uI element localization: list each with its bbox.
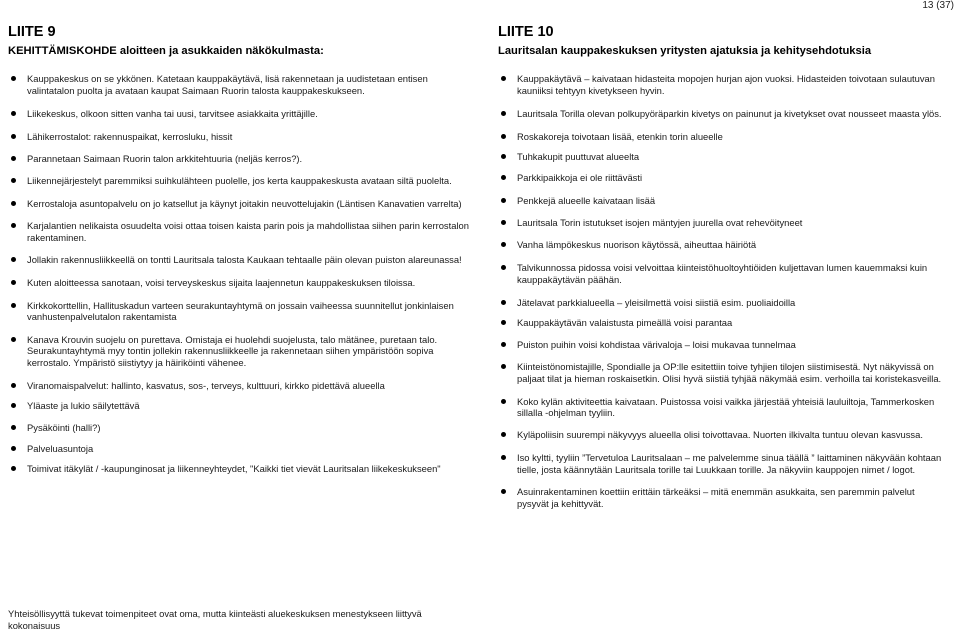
bullet-icon: [11, 134, 16, 139]
bullet-icon: [501, 242, 506, 247]
page-number: 13 (37): [922, 0, 954, 11]
appendix-9-list-item-text: Jollakin rakennusliikkeellä on tontti Lauritsala talosta Kaukaan tehtaalle päin olevan puiston alareunassa!: [27, 254, 462, 266]
appendix-10-list-item: [498, 262, 946, 285]
appendix-9-list: [8, 73, 470, 474]
appendix-9-list-item-text: Lähikerrostalot: rakennuspaikat, kerrosluku, hissit: [27, 130, 233, 142]
bullet-icon: [11, 303, 16, 308]
appendix-9-list-item: [8, 108, 470, 120]
appendix-10-list-item-text: Koko kylän aktiviteettia kaivataan. Puistossa voisi vaikka järjestää yhteisiä lauluiltoja, Tammerkosken sillalla -ohjelman tyyliin.: [517, 395, 935, 419]
bullet-icon: [11, 201, 16, 206]
bullet-icon: [501, 489, 506, 494]
appendix-10-list-item-text: Talvikunnossa pidossa voisi velvoittaa kiinteistöhuoltoyhtiöiden kuljettavan lumen kauemmaksi kuin kauppakäytävän päähän.: [517, 262, 928, 285]
appendix-10-list-item-text: Asuinrakentaminen koettiin erittäin tärkeäksi – mitä enemmän asukkaita, sen paremmin palvelut pysyvät ja kehittyvät.: [517, 486, 915, 510]
appendix-9-list-item-text: Parannetaan Saimaan Ruorin talon arkkitehtuuria (neljäs kerros?).: [27, 153, 303, 165]
bullet-icon: [11, 466, 16, 471]
appendix-10-list-item-text: Roskakoreja toivotaan lisää, etenkin torin alueelle: [517, 130, 723, 142]
appendix-9-list-item-text: Toimivat itäkylät / -kaupunginosat ja liikenneyhteydet, "Kaikki tiet vievät Lauritsalan liikekeskukseen": [27, 462, 441, 474]
appendix-9-list-item-text: Palveluasuntoja: [27, 443, 94, 455]
appendix-9-column: [8, 24, 470, 474]
appendix-9-list-item-text: Yläaste ja lukio säilytettävä: [27, 400, 140, 412]
bullet-icon: [11, 280, 16, 285]
appendix-10-list-item: [498, 73, 946, 96]
appendix-10-list-item-text: Vanha lämpökeskus nuorison käytössä, aiheuttaa häiriötä: [517, 238, 757, 250]
appendix-10-list-item: [498, 361, 946, 384]
appendix-10-list-item: [498, 172, 946, 184]
appendix-9-list-item: [8, 254, 470, 266]
bullet-icon: [501, 300, 506, 305]
bullet-icon: [501, 320, 506, 325]
appendix-10-list-item: [498, 131, 946, 143]
appendix-9-list-item: [8, 463, 470, 475]
bullet-icon: [11, 257, 16, 262]
bullet-icon: [11, 425, 16, 430]
bullet-icon: [501, 265, 506, 270]
appendix-9-list-item-text: Liikennejärjestelyt paremmiksi suihkulähteen puolelle, jos kerta kauppakeskusta avataan siltä puolelta.: [27, 174, 452, 186]
appendix-10-list-item-text: Parkkipaikkoja ei ole riittävästi: [517, 171, 643, 183]
appendix-9-list-item: [8, 380, 470, 392]
appendix-9-list-item: [8, 175, 470, 187]
appendix-10-list-item-text: Lauritsala Torilla olevan polkupyöräparkin kivetys on painunut ja kivetykset ovat nousseet maasta ylös.: [517, 108, 942, 120]
appendix-10-list-item: [498, 297, 946, 309]
appendix-10-list-item-text: Kyläpoliisin suurempi näkyvyys alueella olisi toivottavaa. Nuorten ilkivalta tuntuu olevan kasvussa.: [517, 428, 923, 440]
appendix-10-list-item-text: Puiston puihin voisi kohdistaa värivaloja – loisi mukavaa tunnelmaa: [517, 338, 796, 350]
appendix-10-list-item: [498, 339, 946, 351]
appendix-9-list-item-text: Kerrostaloja asuntopalvelu on jo katsellut ja käynyt joitakin neuvottelujakin (Läntisen Kanavatien varrelta): [27, 197, 462, 209]
appendix-10-list-item: [498, 239, 946, 251]
bullet-icon: [11, 446, 16, 451]
appendix-9-list-item: [8, 334, 470, 369]
bullet-icon: [501, 154, 506, 159]
bullet-icon: [501, 364, 506, 369]
appendix-10-list-item: [498, 195, 946, 207]
appendix-10-list-item-text: Kauppakäytävä – kaivataan hidasteita mopojen hurjan ajon vuoksi. Hidasteiden toivotaan sulautuvan kauniiksi tehtyyn kivetykseen hyvin.: [517, 73, 935, 96]
bullet-icon: [501, 399, 506, 404]
appendix-9-list-item-text: Viranomaispalvelut: hallinto, kasvatus, sos-, terveys, kulttuuri, kirkko pidettävä alueella: [27, 379, 385, 391]
bullet-icon: [11, 156, 16, 161]
appendix-10-title: LIITE 10: [498, 24, 554, 40]
appendix-10-list-item-text: Kauppakäytävän valaistusta pimeällä voisi parantaa: [517, 317, 733, 329]
appendix-9-list-item: [8, 277, 470, 289]
bullet-icon: [501, 76, 506, 81]
appendix-10-list-item: [498, 486, 946, 509]
bullet-icon: [501, 455, 506, 460]
appendix-10-column: [498, 24, 946, 510]
appendix-9-title: LIITE 9: [8, 24, 56, 40]
appendix-9-footer: Yhteisöllisyyttä tukevat toimenpiteet ovat oma, mutta kiinteästi aluekeskuksen menestykseen liittyvä kokonaisuus: [8, 608, 422, 631]
appendix-10-list-item: [498, 217, 946, 229]
bullet-icon: [11, 76, 16, 81]
appendix-9-subtitle: KEHITTÄMISKOHDE aloitteen ja asukkaiden näkökulmasta:: [8, 45, 324, 57]
bullet-icon: [11, 383, 16, 388]
appendix-9-list-item-text: Kuten aloitteessa sanotaan, voisi terveyskeskus sijaita laajennetun kauppakeskuksen tiloissa.: [27, 276, 416, 288]
appendix-10-list-item: [498, 108, 946, 120]
bullet-icon: [501, 134, 506, 139]
appendix-9-list-item-text: Kauppakeskus on se ykkönen. Katetaan kauppakäytävä, lisä rakennetaan ja uudistetaan entisen valintatalon puolta ja avataan kaupat Saimaan Ruorin talosta kauppakeskukseen.: [27, 73, 428, 96]
appendix-10-list-item-text: Iso kyltti, tyyliin ”Tervetuloa Lauritsalaan – me palvelemme sinua täällä ” laittaminen näkyvään kohtaan tielle, josta käännytään Lauritsala torille tai Luukkaan torille. Ja näkyviin kauppojen nimet / logot.: [517, 452, 942, 475]
appendix-9-list-item-text: Liikekeskus, olkoon sitten vanha tai uusi, tarvitsee asiakkaita yrittäjille.: [27, 108, 318, 120]
appendix-9-list-item-text: Kanava Krouvin suojelu on purettava. Omistaja ei huolehdi suojelusta, talo mätänee, puretaan talo. Seurakuntayhtymä myy tontin jollekin rakennusliikkeelle ja rakennetaan siihen ympäristöön sopiva kerrostalo. Ympäristö siistiytyy ja häiriköinti vähenee.: [27, 333, 438, 368]
appendix-9-list-item-text: Karjalantien nelikaista osuudelta voisi ottaa toisen kaista parin pois ja mahdollistaa siihen parin kerrostalon rakentaminen.: [27, 220, 469, 243]
bullet-icon: [11, 337, 16, 342]
appendix-10-list-item: [498, 317, 946, 329]
appendix-9-list-item: [8, 400, 470, 412]
bullet-icon: [501, 220, 506, 225]
bullet-icon: [501, 111, 506, 116]
bullet-icon: [11, 111, 16, 116]
appendix-9-list-item: [8, 300, 470, 323]
appendix-10-list-item-text: Tuhkakupit puuttuvat alueelta: [517, 151, 640, 163]
appendix-9-list-item: [8, 198, 470, 210]
appendix-9-list-item: [8, 153, 470, 165]
bullet-icon: [501, 198, 506, 203]
bullet-icon: [11, 178, 16, 183]
appendix-9-list-item-text: Kirkkokorttellin, Hallituskadun varteen seurakuntayhtymä on jossain vaiheessa suunnitellut jonkinlaisen vanhustenpalvelutalon rakentamista: [27, 299, 454, 323]
appendix-9-list-item: [8, 220, 470, 243]
appendix-10-list-item-text: Kiinteistönomistajille, Spondialle ja OP:lle esitettiin toive tyhjien tilojen siistimisestä. Nyt näkyvissä on paljaat tilat ja hieman roskaisetkin. Olisi hyvä siistiä tyhjää näkymää esim. verhoilla tai koristekasveilla.: [517, 361, 942, 384]
appendix-9-list-item: [8, 73, 470, 96]
appendix-10-list-item: [498, 151, 946, 163]
appendix-10-list: [498, 73, 946, 510]
bullet-icon: [11, 403, 16, 408]
appendix-10-list-item: [498, 452, 946, 475]
bullet-icon: [501, 342, 506, 347]
bullet-icon: [501, 432, 506, 437]
appendix-9-list-item: [8, 131, 470, 143]
appendix-10-list-item-text: Penkkejä alueelle kaivataan lisää: [517, 194, 656, 206]
bullet-icon: [11, 223, 16, 228]
appendix-10-list-item: [498, 429, 946, 441]
bullet-icon: [501, 175, 506, 180]
appendix-9-list-item: [8, 443, 470, 455]
appendix-10-subtitle: Lauritsalan kauppakeskuksen yritysten ajatuksia ja kehitysehdotuksia: [498, 45, 872, 57]
appendix-9-list-item-text: Pysäköinti (halli?): [27, 421, 101, 433]
appendix-10-list-item: [498, 396, 946, 419]
appendix-10-list-item-text: Jätelavat parkkialueella – yleisilmettä voisi siistiä esim. puoliaidoilla: [517, 296, 796, 308]
appendix-10-list-item-text: Lauritsala Torin istutukset isojen mäntyjen juurella ovat rehevöityneet: [517, 217, 803, 229]
appendix-9-list-item: [8, 422, 470, 434]
